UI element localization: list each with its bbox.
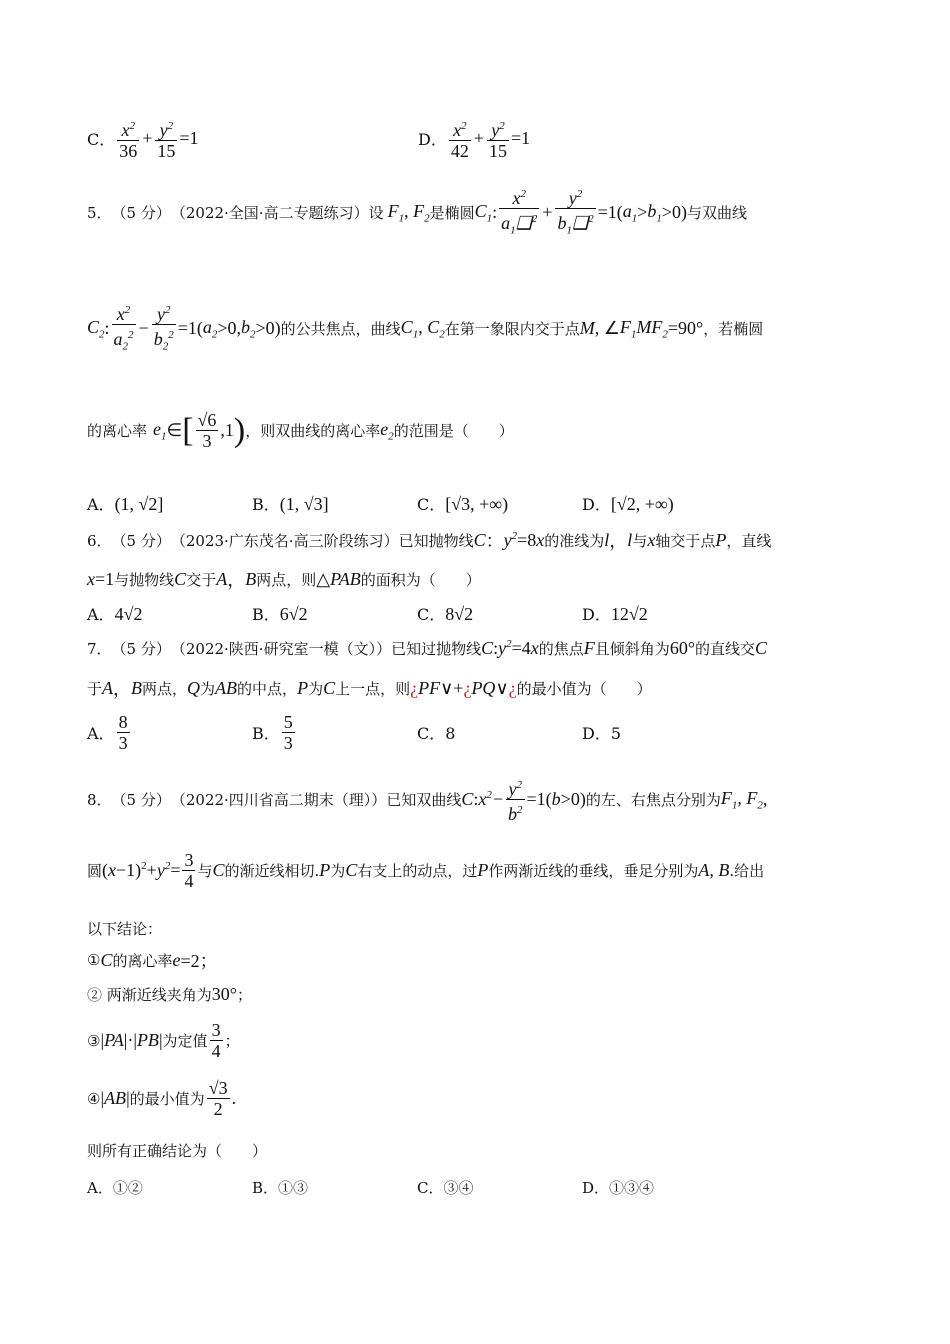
q8-statement-2: ② 两渐近线夹角为 30° ； [87, 984, 252, 1004]
q8-statement-4: ④ | AB | 的最小值为 $\frac{√3}{2}$ . [87, 1078, 237, 1119]
q6-option-d[interactable]: D．12√2 [582, 604, 648, 624]
q7-option-b[interactable]: B． $\frac{5}{3}$ [252, 712, 293, 753]
q5-option-b[interactable]: B．(1, √3] [252, 494, 329, 514]
q8-option-c[interactable]: C．③④ [417, 1179, 474, 1197]
q5-options [87, 492, 847, 515]
q5-stem-line3: 的离心率 $e_1$ ∈ [ $\frac{√6}{3}$ ,1 ) ，则双曲线的离心率 $e_2$ 的范围是（ ） [87, 410, 514, 451]
q8-option-b[interactable]: B．①③ [252, 1179, 309, 1197]
q8-options [87, 1177, 847, 1198]
q8-stem-line3: 以下结论： [87, 920, 163, 938]
q6-option-b[interactable]: B．6√2 [252, 604, 308, 624]
q8-statement-1: ① C 的离心率 e =2； [87, 949, 218, 971]
q5-option-d[interactable]: D．[√2, +∞) [582, 494, 674, 514]
q8-ask: 则所有正确结论为（ ） [87, 1142, 268, 1160]
q4-option-d[interactable]: D． $\frac{x^2}{42}$ + $\frac{y^2}{15}$ =1 [418, 116, 530, 161]
q6-stem-line2: x =1 与抛物线 C 交于 A ， B 两点，则 △ PAB 的面积为（ ） [87, 568, 481, 590]
q8-option-d[interactable]: D．①③④ [582, 1179, 655, 1197]
q7-option-a[interactable]: A． $\frac{8}{3}$ [87, 712, 128, 753]
q7-options [87, 712, 847, 753]
q7-option-c[interactable]: C．8 [417, 724, 456, 743]
q4-option-c[interactable]: C． $\frac{x^2}{36}$ + $\frac{y^2}{15}$ =1 [87, 116, 199, 161]
q8-stem-line2: 圆 ( x −1)$^2$+ $y^2$ = $\frac{3}{4}$ 与 C 的渐近线相切. P 为 C 右支上的动点，过 P 作两渐近线的垂线，垂足分别为 A, B .给出 [87, 850, 765, 891]
q7-stem-line1: 7． （5 分） （2022·陕西·研究室一模（文）） 已知过抛物线 C : $y^2$ =4 x 的焦点 F 且倾斜角为 60° 的直线交 C [87, 638, 768, 658]
q8-statement-3: ③ | PA |·| PB | 为定值 $\frac{3}{4}$ ； [87, 1020, 240, 1061]
q8-stem-line1: 8． （5 分） （2022·四川省高二期末（理）） 已知双曲线 C : $x^2$ − $\frac{y^2}{b^2}$ =1( b >0) 的左、右焦点分别为 $F_1$, $F_2$ , [87, 775, 767, 824]
q6-option-c[interactable]: C．8√2 [417, 604, 474, 624]
q6-options [87, 602, 847, 625]
q7-stem-line2: 于 A ， B 两点， Q 为 AB 的中点， P 为 C 上一点，则 ¿ PF ∨+ ¿ PQ ∨ ¿ 的最小值为（ ） [87, 677, 652, 699]
q5-option-a[interactable]: A．(1, √2] [87, 494, 164, 514]
option-label: C． [87, 130, 116, 149]
q5-option-c[interactable]: C．[√3, +∞) [417, 494, 509, 514]
q5-stem-line1: 5． （5 分） （2022·全国·高二专题练习） 设 $F_1$, $F_2$ 是椭圆 $C_1$ : $\frac{x^2}{a_1❑^2}$ + $\frac{y^2}{b_1❑^2}$ =1( $a_1$ > $b_1$ >0) 与双曲线 [87, 184, 747, 241]
option-label: D． [418, 130, 447, 149]
q8-option-a[interactable]: A．①② [87, 1179, 143, 1197]
q6-option-a[interactable]: A．4√2 [87, 604, 143, 624]
q6-stem-line1: 6． （5 分） （2023·广东茂名·高三阶段练习） 已知抛物线 C ： $y^2$ =8 x 的准线为 l ， l 与 x 轴交于点 P ，直线 [87, 529, 772, 551]
q7-option-d[interactable]: D．5 [582, 724, 622, 743]
q5-stem-line2: $C_2$ : $\frac{x^2}{a_2^2}$ − $\frac{y^2}{b_2^2}$ =1( $a_2$ >0, $b_2$ >0) 的公共焦点，曲线 $C_1$, $C_2$ 在第一象限内交于点 M , ∠ $F_1MF_2$ =90° ，若椭圆 [87, 300, 763, 357]
